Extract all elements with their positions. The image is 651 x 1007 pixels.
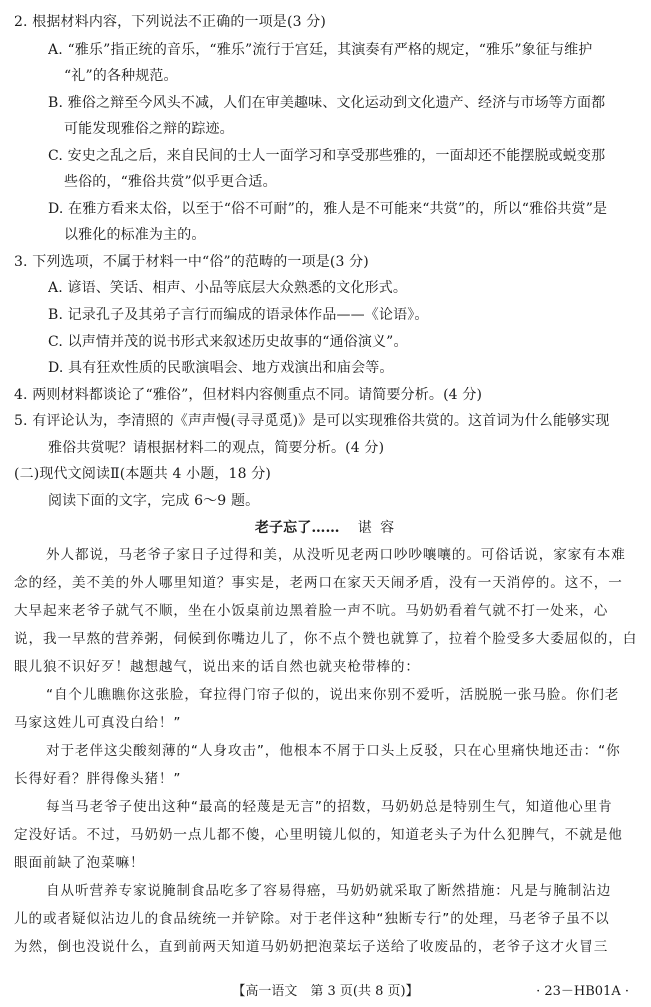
article-paragraph-3-line-1: 对于老伴这尖酸刻薄的“人身攻击”，他根本不屑于口头上反驳，只在心里痛快地还击：“你	[46, 743, 621, 759]
article-paragraph-1-line-3: 大早起来老爷子就气不顺，坐在小饭桌前边黑着脸一声不吭。马奶奶看着气就不打一处来，心	[14, 603, 609, 619]
article-paragraph-5-line-1: 自从听营养专家说腌制食品吃多了容易得癌，马奶奶就采取了断然措施：凡是与腌制沾边	[46, 883, 612, 899]
question-2-option-a-cont: “礼”的各种规范。	[64, 68, 178, 84]
page-footer	[0, 978, 651, 1000]
article-paragraph-4-line-1: 每当马老爷子使出这种“最高的轻蔑是无言”的招数，马奶奶总是特别生气，知道他心里肯	[46, 799, 613, 815]
question-2-option-d-cont: 以雅化的标准为主的。	[64, 227, 206, 243]
question-3-option-c: C. 以声情并茂的说书形式来叙述历史故事的“通俗演义”。	[48, 334, 408, 350]
question-2-option-c: C. 安史之乱之后，来自民间的士人一面学习和享受那些雅的，一面却还不能摆脱或蜕变那	[48, 148, 606, 164]
article-paragraph-2-line-2: 马家这姓儿可真没白给！”	[14, 715, 182, 731]
question-2-stem: 2. 根据材料内容，下列说法不正确的一项是(3 分)	[14, 14, 326, 30]
question-2-option-c-cont: 些俗的，“雅俗共赏”似乎更合适。	[64, 174, 277, 190]
footer-page-label: 【高一语文 第 3 页(共 8 页)】	[232, 984, 419, 999]
article-paragraph-1-line-4: 说，我一早熬的营养粥，伺候到你嘴边儿了，你不点个赞也就算了，拉着个脸受多大委屈似的，白	[14, 631, 638, 647]
article-title-line	[0, 518, 651, 538]
article-author: 谌 容	[357, 520, 397, 536]
article-paragraph-3-line-2: 长得好看？胖得像头猪！”	[14, 771, 182, 787]
question-5-stem: 5. 有评论认为，李清照的《声声慢(寻寻觅觅)》是可以实现雅俗共赏的。这首词为什么能够实现	[14, 413, 610, 429]
question-3-option-a: A. 谚语、笑话、相声、小品等底层大众熟悉的文化形式。	[48, 280, 408, 296]
section-heading: (二)现代文阅读Ⅱ(本题共 4 小题，18 分)	[14, 466, 272, 482]
question-3-option-b: B. 记录孔子及其弟子言行而编成的语录体作品——《论语》。	[48, 307, 429, 323]
question-3-option-d: D. 具有狂欢性质的民歌演唱会、地方戏演出和庙会等。	[48, 360, 394, 376]
question-4-stem: 4. 两则材料都谈论了“雅俗”，但材料内容侧重点不同。请简要分析。(4 分)	[14, 387, 483, 403]
article-paragraph-5-line-2: 儿的或者疑似沾边儿的食品统统一并铲除。对于老伴这种“独断专行”的处理，马老爷子虽不以	[14, 911, 610, 927]
article-paragraph-4-line-2: 定没好话。不过，马奶奶一点儿都不傻，心里明镜儿似的，知道老头子为什么犯脾气，不就是他	[14, 827, 623, 843]
question-2-option-b-cont: 可能发现雅俗之辩的踪迹。	[64, 121, 234, 137]
article-paragraph-1-line-1: 外人都说，马老爷子家日子过得和美，从没听见老两口吵吵嚷嚷的。可俗话说，家家有本难	[46, 547, 626, 563]
question-5-stem-cont: 雅俗共赏呢？请根据材料二的观点，简要分析。(4 分)	[48, 440, 385, 456]
footer-code: · 23－HB01A ·	[536, 984, 629, 999]
question-2-option-a: A. “雅乐”指正统的音乐，“雅乐”流行于宫廷，其演奏有严格的规定，“雅乐”象征与维护	[48, 42, 593, 58]
article-paragraph-2-line-1: “自个儿瞧瞧你这张脸，耷拉得门帘子似的，说出来你别不爱听，活脱脱一张马脸。你们老	[46, 687, 620, 703]
article-paragraph-4-line-3: 眼面前缺了泡菜嘛！	[14, 855, 145, 871]
question-3-stem: 3. 下列选项，不属于材料一中“俗”的范畴的一项是(3 分)	[14, 254, 369, 270]
article-paragraph-5-line-3: 为然，倒也没说什么，直到前两天知道马奶奶把泡菜坛子送给了收废品的，老爷子这才火冒三	[14, 939, 609, 955]
question-2-option-b: B. 雅俗之辩至今风头不减，人们在审美趣味、文化运动到文化遗产、经济与市场等方面都	[48, 95, 606, 111]
question-2-option-d: D. 在雅方看来太俗，以至于“俗不可耐”的，雅人是不可能来“共赏”的，所以“雅俗共赏”是	[48, 201, 608, 217]
article-paragraph-1-line-5: 眼儿狼不识好歹！越想越气，说出来的话自然也就夹枪带棒的：	[14, 659, 420, 675]
article-title: 老子忘了……	[254, 520, 340, 536]
article-paragraph-1-line-2: 念的经，美不美的外人哪里知道？事实是，老两口在家天天闹矛盾，没有一天消停的。这不，一	[14, 575, 623, 591]
section-instruction: 阅读下面的文字，完成 6～9 题。	[48, 493, 260, 509]
